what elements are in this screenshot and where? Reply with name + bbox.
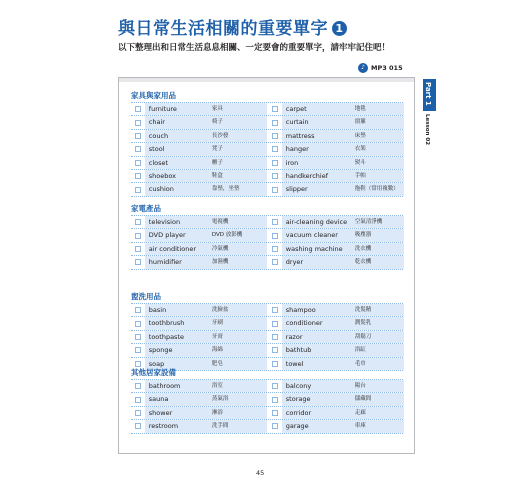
vocab-entry (131, 380, 268, 392)
english-word: DVD player (145, 229, 210, 241)
chinese-meaning: 吸塵器 (353, 229, 404, 241)
vocab-entry (268, 256, 404, 268)
checkbox-square-icon (272, 233, 278, 239)
vocab-entry (131, 103, 268, 115)
english-word: air conditioner (145, 243, 210, 255)
vocab-table (131, 303, 403, 371)
checkbox-square-icon (272, 120, 278, 126)
english-word: mattress (282, 130, 353, 142)
english-word: handkerchief (282, 170, 353, 182)
vocab-row (131, 331, 403, 344)
english-word: shoebox (145, 170, 210, 182)
checkbox-square-icon (272, 187, 278, 193)
english-word: television (145, 216, 210, 228)
checkbox-square-icon (272, 397, 278, 403)
chinese-meaning: 空氣清淨機 (353, 216, 404, 228)
english-word: carpet (282, 103, 353, 115)
checkbox-square-icon (135, 120, 141, 126)
vocab-entry (131, 344, 268, 356)
english-word: bathroom (145, 380, 210, 392)
checkbox-square-icon (272, 423, 278, 429)
checkbox[interactable] (268, 256, 282, 268)
checkbox-square-icon (135, 133, 141, 139)
vocab-row (131, 116, 403, 129)
chinese-meaning: 靠墊，坐墊 (210, 183, 267, 195)
checkbox[interactable] (131, 183, 145, 195)
checkbox[interactable] (131, 344, 145, 356)
checkbox[interactable] (268, 183, 282, 195)
english-word: hanger (282, 143, 353, 155)
chinese-meaning: 刮鬍刀 (353, 331, 404, 343)
chinese-meaning: 洗手間 (210, 420, 267, 432)
checkbox[interactable] (268, 393, 282, 405)
checkbox-square-icon (272, 259, 278, 265)
mp3-track[interactable] (358, 63, 403, 73)
checkbox-square-icon (135, 347, 141, 353)
english-word: couch (145, 130, 210, 142)
page-number: 45 (256, 469, 265, 477)
checkbox[interactable] (268, 116, 282, 128)
section-title: 盥洗用品 (131, 292, 161, 301)
checkbox-square-icon (272, 361, 278, 367)
english-word: sauna (145, 393, 210, 405)
english-word: washing machine (282, 243, 353, 255)
chinese-meaning: 手帕 (353, 170, 404, 182)
vocab-row (131, 393, 403, 406)
english-word: shampoo (282, 304, 353, 316)
chinese-meaning: 電視機 (210, 216, 267, 228)
vocab-entry (268, 130, 404, 142)
english-word: stool (145, 143, 210, 155)
chinese-meaning: 儲藏間 (353, 393, 404, 405)
vocab-entry (268, 157, 404, 169)
checkbox-square-icon (272, 173, 278, 179)
checkbox-square-icon (135, 173, 141, 179)
chinese-meaning: 車庫 (353, 420, 404, 432)
checkbox-square-icon (135, 246, 141, 252)
chinese-meaning: 椅子 (210, 116, 267, 128)
page-title (118, 14, 347, 39)
checkbox-square-icon (135, 397, 141, 403)
vocab-row (131, 380, 403, 393)
chinese-meaning: 床墊 (353, 130, 404, 142)
checkbox[interactable] (131, 157, 145, 169)
english-word: curtain (282, 116, 353, 128)
checkbox-square-icon (135, 233, 141, 239)
vocab-entry (268, 420, 404, 432)
vocab-entry (131, 420, 268, 432)
vocab-entry (268, 243, 404, 255)
checkbox[interactable] (268, 157, 282, 169)
vocab-entry (268, 393, 404, 405)
checkbox-square-icon (135, 383, 141, 389)
checkbox-square-icon (135, 160, 141, 166)
vocab-row (131, 216, 403, 229)
checkbox[interactable] (268, 331, 282, 343)
vocab-section (131, 204, 403, 267)
vocab-row (131, 229, 403, 242)
checkbox[interactable] (131, 317, 145, 329)
checkbox[interactable] (131, 103, 145, 115)
vocab-row (131, 170, 403, 183)
english-word: conditioner (282, 317, 353, 329)
vocab-entry (131, 243, 268, 255)
chinese-meaning: 牙膏 (210, 331, 267, 343)
section-title: 家電產品 (131, 204, 161, 213)
checkbox[interactable] (268, 216, 282, 228)
english-word: soap (145, 358, 210, 370)
checkbox-square-icon (272, 160, 278, 166)
vocab-entry (268, 407, 404, 419)
chinese-meaning: 窗簾 (353, 116, 404, 128)
vocab-entry (268, 380, 404, 392)
vocab-entry (268, 143, 404, 155)
chinese-meaning: 蒸氣浴 (210, 393, 267, 405)
vocab-entry (268, 116, 404, 128)
english-word: slipper (282, 183, 353, 195)
chinese-meaning: 肥皂 (210, 358, 267, 370)
panel-top-bar (119, 78, 414, 82)
vocab-entry (268, 229, 404, 241)
checkbox[interactable] (131, 116, 145, 128)
chinese-meaning: 牙刷 (210, 317, 267, 329)
checkbox[interactable] (131, 130, 145, 142)
english-word: towel (282, 358, 353, 370)
vocab-entry (131, 183, 268, 195)
chinese-meaning: 洗臉盆 (210, 304, 267, 316)
vocab-row (131, 317, 403, 330)
english-word: razor (282, 331, 353, 343)
english-word: humidifier (145, 256, 210, 268)
vocab-entry (268, 317, 404, 329)
vocab-section (131, 368, 403, 431)
checkbox[interactable] (268, 420, 282, 432)
vocab-entry (268, 344, 404, 356)
checkbox[interactable] (268, 243, 282, 255)
checkbox[interactable] (268, 304, 282, 316)
chinese-meaning: 櫃子 (210, 157, 267, 169)
english-word: shower (145, 407, 210, 419)
checkbox-square-icon (135, 423, 141, 429)
chinese-meaning: 凳子 (210, 143, 267, 155)
english-word: chair (145, 116, 210, 128)
vocab-entry (268, 216, 404, 228)
chinese-meaning: 乾衣機 (353, 256, 404, 268)
chinese-meaning: 洗髮精 (353, 304, 404, 316)
english-word: corridor (282, 407, 353, 419)
chinese-meaning: 熨斗 (353, 157, 404, 169)
vocab-row (131, 183, 403, 196)
vocab-entry (131, 393, 268, 405)
vocab-entry (131, 229, 268, 241)
checkbox-square-icon (135, 361, 141, 367)
checkbox-square-icon (272, 347, 278, 353)
audio-disc-icon: ♪ (358, 63, 368, 73)
checkbox[interactable] (131, 380, 145, 392)
checkbox[interactable] (131, 256, 145, 268)
english-word: furniture (145, 103, 210, 115)
vocab-row (131, 407, 403, 420)
chinese-meaning: 拖鞋（常用複數） (353, 183, 404, 195)
chinese-meaning: 潤髮乳 (353, 317, 404, 329)
checkbox-square-icon (135, 106, 141, 112)
checkbox-square-icon (135, 410, 141, 416)
checkbox-square-icon (272, 133, 278, 139)
vocab-section (131, 292, 403, 368)
vocab-entry (131, 130, 268, 142)
title-number-badge: 1 (332, 21, 347, 36)
vocab-row (131, 344, 403, 357)
checkbox[interactable] (131, 407, 145, 419)
checkbox[interactable] (268, 103, 282, 115)
chinese-meaning: DVD 放影機 (210, 229, 267, 241)
vocab-entry (131, 216, 268, 228)
lesson-label: Lesson 02 (424, 114, 430, 146)
vocabulary-panel (118, 77, 415, 454)
vocab-entry (131, 170, 268, 182)
chinese-meaning: 走廊 (353, 407, 404, 419)
part-tab-label: Part 1 (424, 82, 432, 106)
checkbox[interactable] (268, 170, 282, 182)
chinese-meaning: 家具 (210, 103, 267, 115)
chinese-meaning: 淋浴 (210, 407, 267, 419)
checkbox[interactable] (268, 130, 282, 142)
chinese-meaning: 毛巾 (353, 358, 404, 370)
checkbox[interactable] (131, 243, 145, 255)
vocab-entry (131, 256, 268, 268)
checkbox[interactable] (268, 380, 282, 392)
checkbox[interactable] (131, 216, 145, 228)
vocab-entry (131, 407, 268, 419)
vocab-row (131, 243, 403, 256)
vocab-entry (131, 304, 268, 316)
checkbox[interactable] (268, 407, 282, 419)
english-word: bathtub (282, 344, 353, 356)
vocab-entry (268, 331, 404, 343)
checkbox-square-icon (272, 307, 278, 313)
vocab-table (131, 379, 403, 434)
checkbox-square-icon (272, 334, 278, 340)
checkbox-square-icon (272, 383, 278, 389)
checkbox-square-icon (135, 187, 141, 193)
checkbox[interactable] (131, 143, 145, 155)
vocab-entry (131, 116, 268, 128)
english-word: restroom (145, 420, 210, 432)
part-tab (423, 79, 436, 111)
english-word: balcony (282, 380, 353, 392)
checkbox-square-icon (135, 219, 141, 225)
vocab-row (131, 130, 403, 143)
checkbox[interactable] (268, 344, 282, 356)
vocab-section (131, 91, 403, 194)
checkbox-square-icon (272, 321, 278, 327)
chinese-meaning: 衣架 (353, 143, 404, 155)
checkbox[interactable] (131, 420, 145, 432)
chinese-meaning: 鞋盒 (210, 170, 267, 182)
page-subtitle: 以下整理出和日常生活息息相關、一定要會的重要單字，請牢牢記住吧！ (118, 43, 391, 53)
chinese-meaning: 洗衣機 (353, 243, 404, 255)
checkbox[interactable] (268, 143, 282, 155)
checkbox[interactable] (268, 229, 282, 241)
english-word: storage (282, 393, 353, 405)
vocab-table (131, 215, 403, 270)
chinese-meaning: 浴缸 (353, 344, 404, 356)
english-word: air-cleaning device (282, 216, 353, 228)
vocab-entry (268, 183, 404, 195)
vocab-entry (268, 304, 404, 316)
english-word: toothbrush (145, 317, 210, 329)
english-word: vacuum cleaner (282, 229, 353, 241)
english-word: dryer (282, 256, 353, 268)
chinese-meaning: 浴室 (210, 380, 267, 392)
checkbox[interactable] (131, 393, 145, 405)
vocab-entry (268, 170, 404, 182)
checkbox-square-icon (272, 219, 278, 225)
page-title-text: 與日常生活相關的重要單字 (118, 19, 328, 39)
english-word: cushion (145, 183, 210, 195)
checkbox[interactable] (131, 331, 145, 343)
vocab-row (131, 143, 403, 156)
vocab-row (131, 304, 403, 317)
vocab-row (131, 420, 403, 433)
chinese-meaning: 加濕機 (210, 256, 267, 268)
english-word: basin (145, 304, 210, 316)
checkbox[interactable] (131, 304, 145, 316)
chinese-meaning: 長沙發 (210, 130, 267, 142)
english-word: closet (145, 157, 210, 169)
english-word: garage (282, 420, 353, 432)
checkbox-square-icon (135, 321, 141, 327)
vocab-row (131, 157, 403, 170)
english-word: iron (282, 157, 353, 169)
section-title: 家具與家用品 (131, 91, 176, 100)
english-word: toothpaste (145, 331, 210, 343)
checkbox-square-icon (135, 259, 141, 265)
english-word: sponge (145, 344, 210, 356)
vocab-entry (131, 317, 268, 329)
checkbox[interactable] (268, 317, 282, 329)
checkbox[interactable] (131, 170, 145, 182)
checkbox-square-icon (135, 307, 141, 313)
vocab-row (131, 103, 403, 116)
vocab-entry (131, 143, 268, 155)
vocab-entry (268, 103, 404, 115)
vocab-table (131, 102, 403, 197)
vocab-row (131, 256, 403, 269)
checkbox-square-icon (135, 146, 141, 152)
chinese-meaning: 海綿 (210, 344, 267, 356)
section-title: 其他居家設備 (131, 368, 176, 377)
checkbox-square-icon (272, 106, 278, 112)
vocab-entry (131, 157, 268, 169)
checkbox-square-icon (272, 410, 278, 416)
checkbox-square-icon (272, 246, 278, 252)
chinese-meaning: 地毯 (353, 103, 404, 115)
checkbox[interactable] (131, 229, 145, 241)
chinese-meaning: 陽台 (353, 380, 404, 392)
vocab-entry (131, 331, 268, 343)
chinese-meaning: 冷氣機 (210, 243, 267, 255)
checkbox-square-icon (135, 334, 141, 340)
mp3-label: MP3 015 (371, 64, 403, 72)
checkbox-square-icon (272, 146, 278, 152)
